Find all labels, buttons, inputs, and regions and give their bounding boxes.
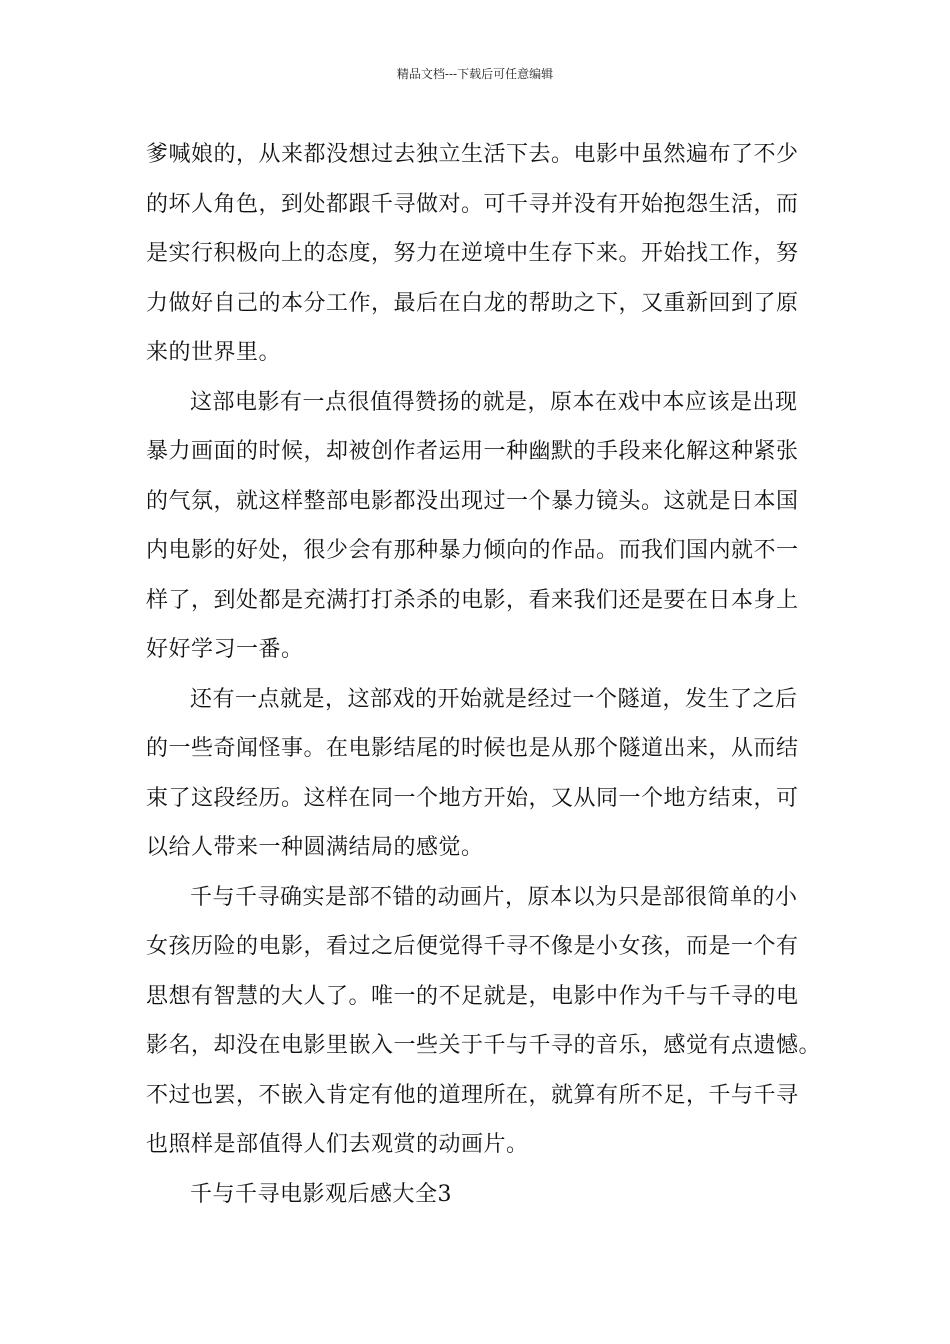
text-line: 影名，却没在电影里嵌入一些关于千与千寻的音乐，感觉有点遗憾。 xyxy=(146,1033,822,1058)
text-line: 千与千寻确实是部不错的动画片，原本以为只是部很简单的小 xyxy=(190,884,798,910)
text-line: 的气氛，就这样整部电影都没出现过一个暴力镜头。这就是日本国 xyxy=(146,488,799,514)
paragraph-2 xyxy=(146,378,816,675)
text-line: 思想有智慧的大人了。唯一的不足就是，电影中作为千与千寻的电 xyxy=(146,983,799,1009)
paragraph-4 xyxy=(146,873,822,1170)
text-line: 是实行积极向上的态度，努力在逆境中生存下来。开始找工作，努 xyxy=(146,241,799,266)
text-line: 爹喊娘的，从来都没想过去独立生活下去。电影中虽然遍布了不少 xyxy=(146,142,799,167)
text-line: 的一些奇闻怪事。在电影结尾的时候也是从那个隧道出来，从而结 xyxy=(146,736,799,761)
text-line: 内电影的好处，很少会有那种暴力倾向的作品。而我们国内就不一 xyxy=(146,538,799,563)
text-line: 也照样是部值得人们去观赏的动画片。 xyxy=(146,1132,529,1157)
text-line: 女孩历险的电影，看过之后便觉得千寻不像是小女孩，而是一个有 xyxy=(146,934,799,959)
page-header: 精品文档---下载后可任意编辑 xyxy=(396,67,554,81)
text-line: 暴力画面的时候，却被创作者运用一种幽默的手段来化解这种紧张 xyxy=(146,439,799,464)
text-line: 还有一点就是，这部戏的开始就是经过一个隧道，发生了之后 xyxy=(190,686,798,712)
paragraph-3 xyxy=(146,675,816,873)
text-line: 好好学习一番。 xyxy=(146,637,304,662)
text-line: 束了这段经历。这样在同一个地方开始，又从同一个地方结束，可 xyxy=(146,785,799,811)
text-line: 这部电影有一点很值得赞扬的就是，原本在戏中本应该是出现 xyxy=(190,389,798,415)
text-line: 样了，到处都是充满打打杀杀的电影，看来我们还是要在日本身上 xyxy=(146,587,799,613)
text-line: 千与千寻电影观后感大全3 xyxy=(190,1181,452,1207)
text-line: 不过也罢，不嵌入肯定有他的道理所在，就算有所不足，千与千寻 xyxy=(146,1082,799,1108)
text-line: 来的世界里。 xyxy=(146,340,282,365)
text-line: 以给人带来一种圆满结局的感觉。 xyxy=(146,835,484,860)
section-heading xyxy=(146,1170,816,1220)
document-body xyxy=(146,130,822,1219)
text-line: 力做好自己的本分工作，最后在白龙的帮助之下，又重新回到了原 xyxy=(146,290,799,316)
text-line: 的坏人角色，到处都跟千寻做对。可千寻并没有开始抱怨生活，而 xyxy=(146,191,799,217)
paragraph-1 xyxy=(146,130,816,378)
